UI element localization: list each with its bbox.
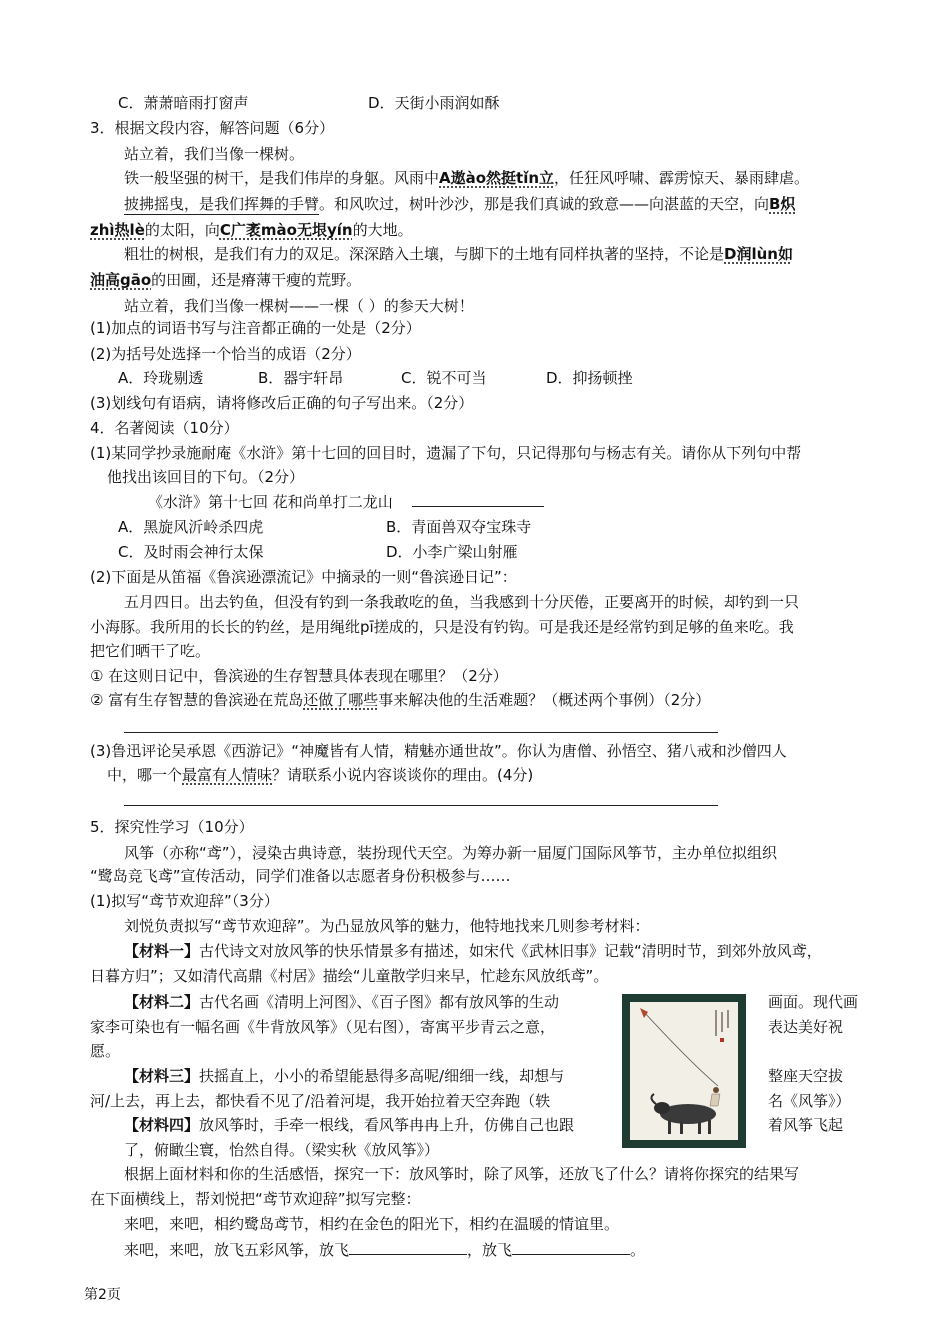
q3-title: 3．根据文段内容，解答问题（6分） [90, 119, 335, 137]
diary-line-3: 把它们晒干了吃。 [90, 642, 211, 660]
material-2-line-1-right: 画面。现代画 [768, 993, 859, 1011]
diary-line-1: 五月四日。出去钓鱼，但没有钓到一条我敢吃的鱼，当我感到十分厌倦，正要离开的时候，却钓到一只 [124, 593, 800, 611]
q5-title: 5．探究性学习（10分） [90, 818, 254, 836]
q4-opt-d: D．小李广梁山射雁 [386, 543, 518, 561]
answer-blank-1[interactable] [349, 1240, 467, 1255]
option-d-marked-cont: 油高gāo [90, 271, 152, 289]
q3-para-2-line-2 [124, 194, 795, 215]
underlined-sentence: 披拂摇曳，是我们挥舞的手臂 [124, 195, 320, 213]
q4-opt-a: A．黑旋风沂岭杀四虎 [118, 518, 264, 536]
welcome-line-2 [124, 1240, 645, 1260]
diary-line-2: 小海豚。我所用的长长的钓丝，是用绳纰pī搓成的，只是没有钓钩。可是我还是经常钓到足够的鱼来吃。我 [90, 618, 794, 636]
text: 古代诗文对放风筝的快乐情景多有描述，如宋代《武林旧事》记载“清明时节，到郊外放风鸢， [199, 942, 822, 960]
option-b-marked-cont: zhì热lè [90, 221, 145, 239]
answer-line[interactable] [124, 732, 718, 733]
text: 放风筝时，手牵一根线，看风筝冉冉上升，仿佛自己也跟 [199, 1116, 575, 1134]
q3-opt-c: C．锐不可当 [401, 369, 487, 387]
buffalo-leg [668, 1120, 671, 1134]
text: 。和风吹过，树叶沙沙，那是我们真诚的致意——向湛蓝的天空，向 [319, 195, 770, 213]
text: 来吧，来吧，放飞五彩风筝，放飞 [124, 1241, 350, 1259]
q4-title: 4．名著阅读（10分） [90, 419, 239, 437]
q4-opt-b: B．青面兽双夺宝珠寺 [386, 518, 532, 536]
seal-icon [720, 1038, 724, 1042]
text: ？请联系小说内容谈谈你的理由。(4分) [272, 766, 534, 784]
option-d-marked: D润lùn如 [724, 245, 793, 263]
q4-sub-2: (2)下面是从笛福《鲁滨逊漂流记》中摘录的一则“鲁滨逊日记”： [90, 568, 517, 586]
q3-sub-1: (1)加点的词语书写与注音都正确的一处是（2分） [90, 319, 421, 337]
emphasis-text: 还做了哪些 [303, 691, 379, 709]
painting-canvas [630, 1002, 738, 1140]
q3-opt-b: B．器宇轩昂 [258, 369, 344, 387]
ask-line-2: 在下面横线上，帮刘悦把“鸢节欢迎辞”拟写完整： [90, 1190, 421, 1208]
material-4-line-1 [124, 1115, 574, 1135]
q3-para-3-line-1 [124, 244, 793, 264]
q4-sub-3-line-2 [107, 765, 533, 785]
answer-blank-2[interactable] [512, 1240, 630, 1255]
text: 的大地。 [352, 221, 413, 239]
q3-para-2-line-1 [124, 168, 809, 188]
text: 扶摇直上，小小的希望能悬得多高呢/细细一线，却想与 [199, 1067, 565, 1085]
text: 铁一般坚强的树干，是我们伟岸的身躯。风雨中 [124, 169, 440, 187]
q4-opt-c: C．及时雨会神行太保 [118, 543, 264, 561]
material-2-line-1 [124, 992, 559, 1012]
q5-sub-1: (1)拟写“鸢节欢迎辞”（3分） [90, 892, 279, 910]
q3-para-2-line-3 [90, 220, 413, 240]
q5-para-1-line-2: “鹭岛竞飞鸢”宣传活动，同学们准备以志愿者身份积极参与…… [90, 867, 511, 885]
chapter-title: 《水浒》第十七回 花和尚单打二龙山 [148, 493, 393, 511]
q3-opt-d: D．抑扬顿挫 [546, 369, 633, 387]
q4-sub-1-line-1: (1)某同学抄录施耐庵《水浒》第十七回的回目时，遗漏了下句，只记得那句与杨志有关。请你从下列句中帮 [90, 444, 802, 462]
q3-sub-2: (2)为括号处选择一个恰当的成语（2分） [90, 345, 361, 363]
q5-intro: 刘悦负责拟写“鸢节欢迎辞”。为凸显放风筝的魅力，他特地找来几则参考材料： [124, 917, 650, 935]
buffalo-leg [708, 1120, 711, 1134]
q4-chapter [148, 492, 544, 512]
text: 中，哪一个 [107, 766, 183, 784]
q4-sub-1-line-2: 他找出该回目的下句。（2分） [107, 468, 305, 486]
welcome-line-1: 来吧，来吧，相约鹭岛鸢节，相约在金色的阳光下，相约在温暖的情谊里。 [124, 1215, 620, 1233]
material-3-line-2: 河/上去，再上去，都快看不见了/沿着河堤，我开始拉着天空奔跑（轶 [90, 1092, 551, 1110]
buffalo-leg [680, 1122, 683, 1134]
option-b-marked: B炽 [769, 195, 796, 213]
text: 事来解决他的生活难题？（概述两个事例）（2分） [378, 691, 711, 709]
q3-opt-a: A．玲珑剔透 [118, 369, 204, 387]
material-3-line-2-right: 名《风筝》） [768, 1092, 851, 1110]
material-2-line-3: 愿。 [90, 1042, 121, 1060]
material-1-line-2: 日暮方归”；又如清代高鼎《村居》描绘“儿童散学归来早，忙趁东风放纸鸢”。 [90, 967, 609, 985]
text: 的田圃，还是瘠薄干瘦的荒野。 [151, 271, 362, 289]
material-label: 【材料四】 [124, 1116, 200, 1134]
q4-question-b [90, 690, 710, 710]
text: ，任狂风呼啸、霹雳惊天、暴雨肆虐。 [554, 169, 810, 187]
q3-para-4: 站立着，我们当像一棵树——一棵（ ）的参天大树！ [124, 297, 474, 315]
text: 粗壮的树根，是我们有力的双足。深深踏入土壤，与脚下的土地有同样执著的坚持，不论是 [124, 245, 725, 263]
option-c-marked: C广袤mào无垠yín [219, 221, 353, 239]
child-head [713, 1087, 719, 1093]
q3-para-3-line-2 [90, 270, 361, 290]
q5-para-1-line-1: 风筝（亦称“鸢”），浸染古典诗意，装扮现代天空。为筹办新一届厦门国际风筝节，主办单位拟组织 [124, 844, 778, 862]
page-number: 第2页 [84, 1287, 121, 1303]
text: 。 [630, 1241, 646, 1259]
kite-icon [640, 1008, 648, 1018]
child-body [710, 1094, 720, 1106]
text: ，放飞 [467, 1241, 513, 1259]
option-a-marked: A遨ào然挺tǐn立 [439, 169, 555, 187]
material-label: 【材料一】 [124, 942, 200, 960]
option-c: C．萧萧暗雨打窗声 [118, 94, 249, 112]
q3-sub-3: (3)划线句有语病，请将修改后正确的句子写出来。（2分） [90, 394, 474, 412]
material-4-line-1-right: 着风筝飞起 [768, 1116, 844, 1134]
q4-question-a: ① 在这则日记中，鲁滨逊的生存智慧具体表现在哪里？（2分） [90, 667, 508, 685]
text: ② 富有生存智慧的鲁滨逊在荒岛 [90, 691, 304, 709]
buffalo-leg [698, 1122, 701, 1134]
option-d: D．天街小雨润如酥 [368, 94, 500, 112]
material-3-line-1-right: 整座天空拔 [768, 1067, 844, 1085]
text: 古代名画《清明上河图》、《百子图》都有放风筝的生动 [199, 993, 560, 1011]
buffalo-head [654, 1102, 670, 1114]
q4-sub-3-line-1: (3)鲁迅评论吴承恩《西游记》“神魔皆有人情，精魅亦通世故”。你认为唐僧、孙悟空、猪八戒和沙僧四人 [90, 742, 787, 760]
emphasis-text: 最富有人情味 [182, 766, 273, 784]
material-label: 【材料二】 [124, 993, 200, 1011]
calligraphy-icon [716, 1010, 728, 1036]
answer-line[interactable] [124, 805, 718, 806]
material-2-line-2-right: 表达美好祝 [768, 1018, 844, 1036]
material-1-line-1 [124, 941, 822, 961]
ask-line-1: 根据上面材料和你的生活感悟，探究一下：放风筝时，除了风筝，还放飞了什么？请将你探究的结果写 [124, 1165, 800, 1183]
painting-kite-on-buffalo [622, 994, 746, 1148]
answer-blank[interactable] [412, 492, 544, 507]
material-3-line-1 [124, 1066, 564, 1086]
material-4-line-2: 了，俯瞰尘寰，怡然自得。（梁实秋《放风筝》） [124, 1141, 440, 1159]
kite-string [644, 1012, 718, 1086]
material-label: 【材料三】 [124, 1067, 200, 1085]
painting-illustration [630, 1002, 738, 1140]
material-2-line-2: 家李可染也有一幅名画《牛背放风筝》（见右图），寄寓平步青云之意， [90, 1018, 556, 1036]
q3-para-1: 站立着，我们当像一棵树。 [124, 145, 305, 163]
text: 的太阳，向 [144, 221, 220, 239]
buffalo-horn [651, 1094, 656, 1104]
